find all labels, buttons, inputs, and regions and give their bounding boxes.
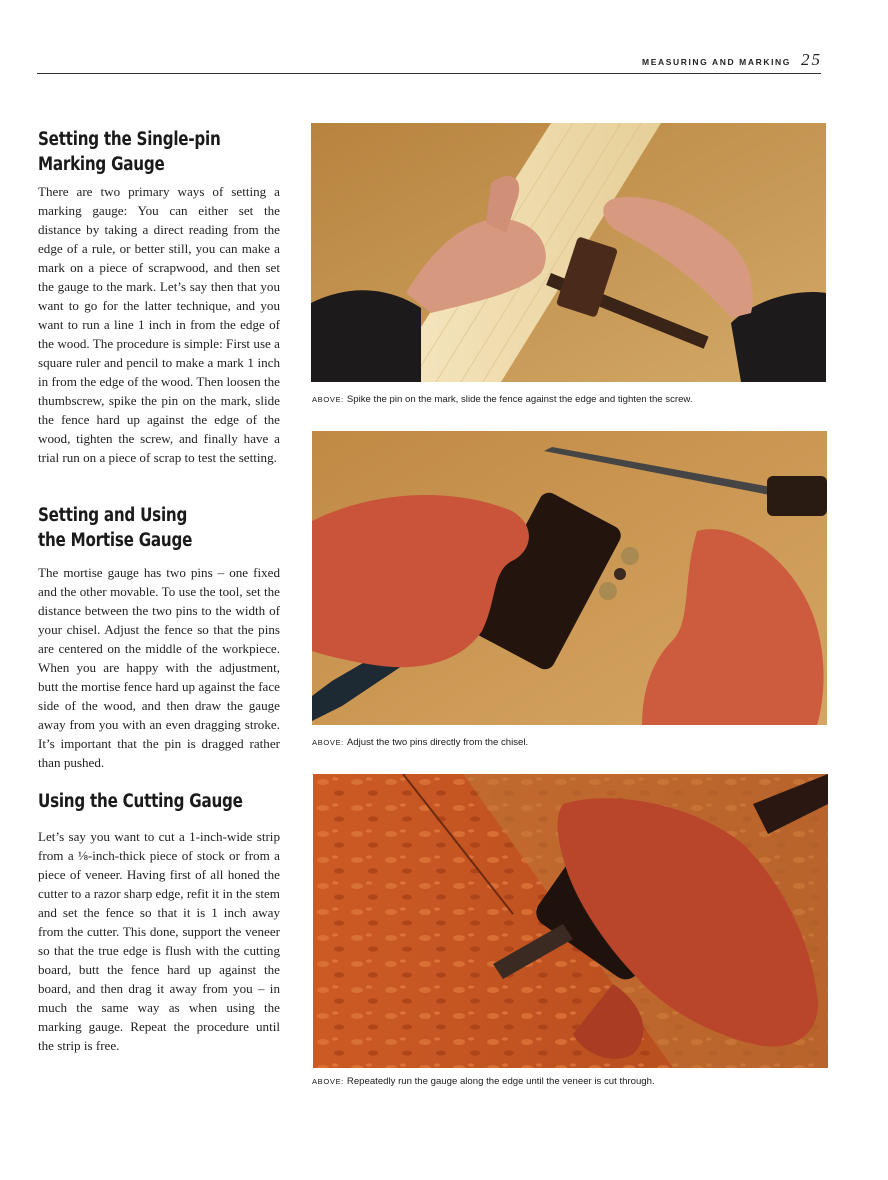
body-cutting-gauge: Let’s say you want to cut a 1-inch-wide strip from a ⅛-inch-thick piece of stock or from a piece of veneer. Having first of all honed the cutter to a razor sharp edge, refit it in the stem and set the fence so that it is 1 inch away from the cutter. This done, support the veneer so that the true edge is flush with the cutting board, butt the fence hard up against the board, and then drag it away from you – in much the same way as when using the marking gauge. Repeat the procedure until the strip is free.	[38, 829, 280, 1053]
heading-single-pin-gauge: Setting the Single-pin Marking Gauge	[38, 129, 221, 175]
photo-mortise-gauge-chisel	[312, 431, 827, 725]
running-head	[642, 50, 822, 70]
caption-text: Adjust the two pins directly from the chisel.	[346, 737, 529, 748]
caption-text: Repeatedly run the gauge along the edge until the veneer is cut through.	[346, 1076, 655, 1087]
page-number: 25	[801, 50, 822, 69]
caption-figure-2	[312, 737, 528, 748]
section-title: MEASURING AND MARKING	[642, 57, 791, 67]
photo-setting-marking-gauge	[311, 123, 826, 382]
header-rule	[37, 73, 821, 74]
caption-lead: ABOVE:	[312, 1077, 344, 1086]
caption-lead: ABOVE:	[312, 395, 344, 404]
heading-cutting-gauge: Using the Cutting Gauge	[38, 791, 243, 812]
body-mortise-gauge: The mortise gauge has two pins – one fixed and the other movable. To use the tool, set the distance between the two pins to the width of your chisel. Adjust the fence so that the pins are centered on the middle of the workpiece. When you are happy with the adjustment, butt the mortise fence hard up against the face side of the wood, and then draw the gauge away from you with an even dragging stroke. It’s important that the pin is dragged rather than pushed.	[38, 565, 280, 770]
photo-cutting-gauge-veneer	[313, 774, 828, 1068]
caption-figure-3	[312, 1076, 655, 1087]
body-single-pin-gauge: There are two primary ways of setting a marking gauge: You can either set the distance by taking a direct reading from the edge of a rule, or better still, you can make a mark on a piece of scrapwood, and then set the gauge to the mark. Let’s say then that you want to go for the latter technique, and you want to run a line 1 inch in from the edge of the wood. The procedure is simple: First use a square ruler and pencil to make a mark 1 inch in from the edge of the wood. Then loosen the thumbscrew, spike the pin on the mark, slide the fence hard up against the edge of the wood, tighten the screw, and finally have a trial run on a piece of scrap to test the setting.	[38, 184, 280, 465]
caption-lead: ABOVE:	[312, 738, 344, 747]
caption-figure-1	[312, 394, 693, 405]
caption-text: Spike the pin on the mark, slide the fence against the edge and tighten the screw.	[346, 394, 693, 405]
heading-mortise-gauge: Setting and Using the Mortise Gauge	[38, 505, 193, 551]
